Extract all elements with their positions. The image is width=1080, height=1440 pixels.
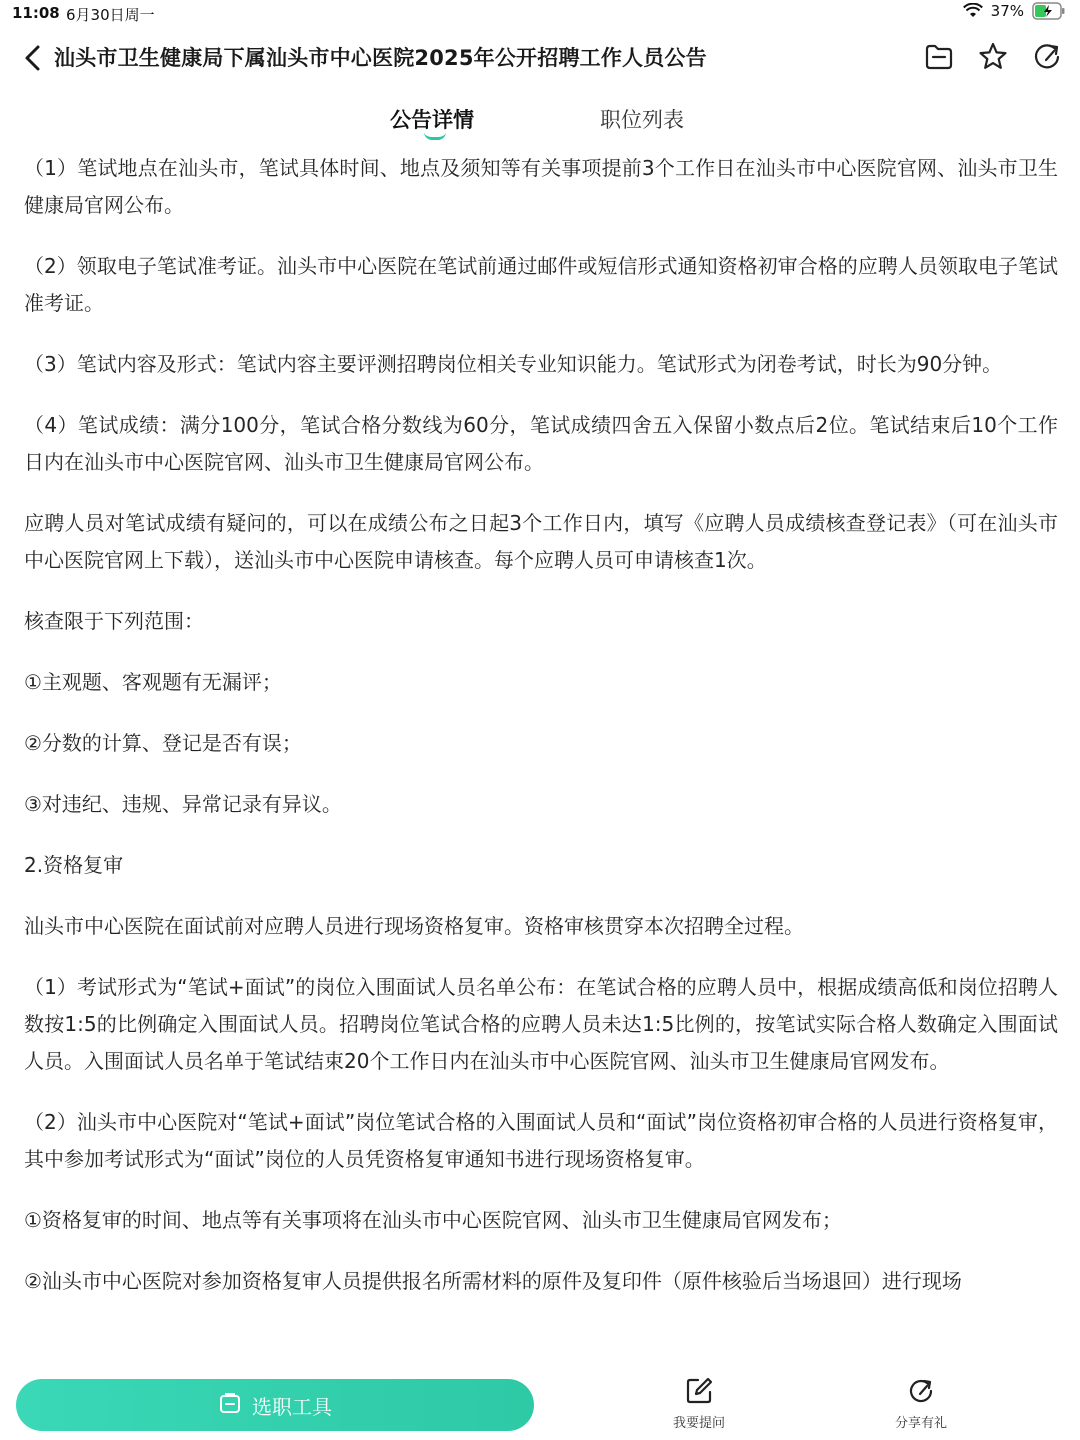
bottom-bar [0,1370,1080,1440]
content-paragraph: 汕头市中心医院在面试前对应聘人员进行现场资格复审。资格审核贯穿本次招聘全过程。 [24,914,804,938]
content-paragraph: ②汕头市中心医院对参加资格复审人员提供报名所需材料的原件及复印件（原件核验后当场退回）进行现场 [24,1269,962,1293]
share-reward-label: 分享有礼 [894,1416,947,1431]
content-paragraph: （1）考试形式为“笔试+面试”的岗位入围面试人员名单公布：在笔试合格的应聘人员中，根据成绩高低和岗位招聘人数按1:5的比例确定入围面试人员。招聘岗位笔试合格的应聘人员未达1:5比例的，按笔试实际合格人数确定入围面试人员。入围面试人员名单于笔试结束20个工作日内在汕头市中心医院官网、汕头市卫生健康局官网发布。 [24,975,1058,1073]
content-paragraph: ③对违纪、违规、异常记录有异议。 [24,792,342,816]
edit-icon [684,1376,714,1406]
tab-position-list[interactable]: 职位列表 [600,108,684,132]
select-tool-button[interactable] [16,1379,534,1431]
active-tab-indicator [424,132,446,140]
wifi-icon [963,3,983,19]
content-paragraph: （1）笔试地点在汕头市，笔试具体时间、地点及须知等有关事项提前3个工作日在汕头市中心医院官网、汕头市卫生健康局官网公布。 [24,156,1058,217]
select-tool-label: 选职工具 [252,1394,332,1419]
content-paragraph: ①主观题、客观题有无漏评； [24,670,282,694]
ask-question-button[interactable] [654,1376,744,1431]
battery-percent: 37% [990,2,1024,20]
page-title: 汕头市卫生健康局下属汕头市中心医院2025年公开招聘工作人员公告 [54,46,707,70]
status-bar [0,0,1080,28]
content-paragraph: 应聘人员对笔试成绩有疑问的，可以在成绩公布之日起3个工作日内，填写《应聘人员成绩核查登记表》（可在汕头市中心医院官网上下载），送汕头市中心医院申请核查。每个应聘人员可申请核查1次。 [24,511,1058,572]
content-paragraph: （2）汕头市中心医院对“笔试+面试”岗位笔试合格的入围面试人员和“面试”岗位资格初审合格的人员进行资格复审，其中参加考试形式为“面试”岗位的人员凭资格复审通知书进行现场资格复审。 [24,1110,1058,1171]
toolbox-icon [218,1391,242,1420]
content-paragraph: 核查限于下列范围： [24,609,204,633]
content-paragraph: ①资格复审的时间、地点等有关事项将在汕头市中心医院官网、汕头市卫生健康局官网发布； [24,1208,842,1232]
nav-bar [0,30,1080,86]
nav-actions [922,40,1064,74]
content-paragraph: ②分数的计算、登记是否有误； [24,731,302,755]
content-paragraph: （3）笔试内容及形式：笔试内容主要评测招聘岗位相关专业知识能力。笔试形式为闭卷考试，时长为90分钟。 [24,352,1003,376]
folder-icon[interactable] [922,40,956,74]
tab-announcement-details[interactable]: 公告详情 [390,108,474,132]
battery-charging-icon [1032,2,1066,20]
star-icon[interactable] [976,40,1010,74]
content-paragraph: （2）领取电子笔试准考证。汕头市中心医院在笔试前通过邮件或短信形式通知资格初审合格的应聘人员领取电子笔试准考证。 [24,254,1058,315]
back-icon[interactable] [18,42,50,74]
status-date: 6月30日周一 [66,6,155,24]
share-reward-button[interactable] [876,1376,966,1431]
share-icon[interactable] [1030,40,1064,74]
tab-bar [0,98,1080,146]
share-reward-icon [906,1376,936,1406]
content-paragraph: （4）笔试成绩：满分100分，笔试合格分数线为60分，笔试成绩四舍五入保留小数点后2位。笔试结束后10个工作日内在汕头市中心医院官网、汕头市卫生健康局官网公布。 [24,413,1058,474]
status-indicators [963,2,1066,20]
section-heading: 2.资格复审 [24,853,124,877]
ask-question-label: 我要提问 [672,1416,725,1431]
announcement-content[interactable] [24,150,1058,1370]
status-time: 11:08 [12,4,60,22]
